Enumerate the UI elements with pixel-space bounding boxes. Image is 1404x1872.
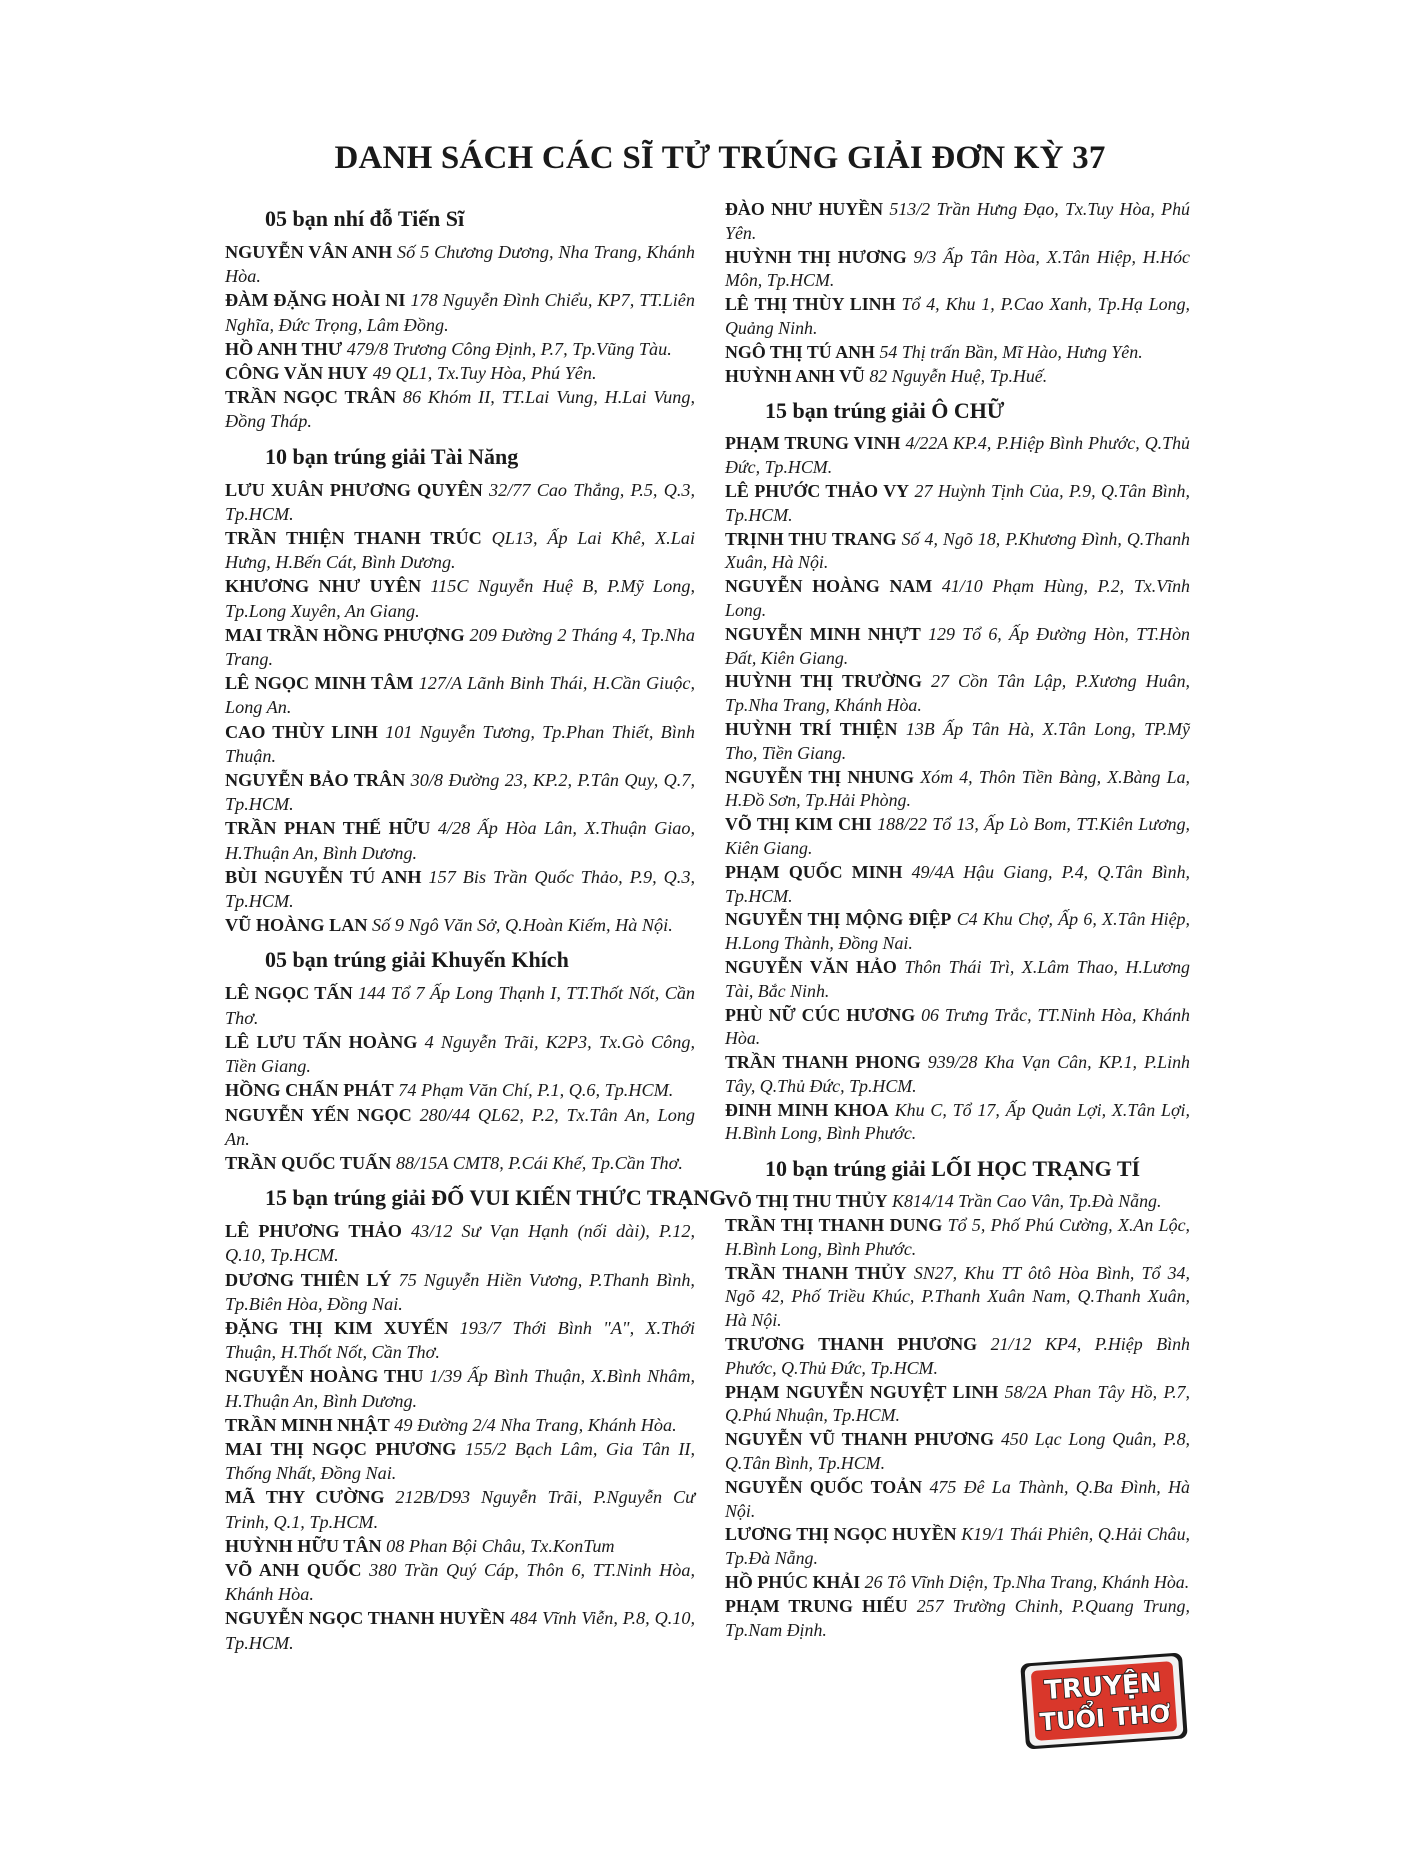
winner-entry: [225, 288, 695, 336]
section-heading: 15 bạn trúng giải Ô CHỮ: [765, 398, 1005, 424]
winner-name: LÊ PHƯƠNG THẢO: [225, 1221, 402, 1242]
winner-name: PHẠM TRUNG VINH: [725, 433, 901, 454]
winner-name: PHẠM QUỐC MINH: [725, 861, 903, 882]
winner-name: MÃ THY CƯỜNG: [225, 1487, 385, 1508]
section-heading: 05 bạn trúng giải Khuyến Khích: [265, 947, 569, 973]
winner-name: MAI THỊ NGỌC PHƯƠNG: [225, 1438, 457, 1459]
winner-entry: [725, 198, 1190, 246]
winner-address: QL13, Ấp Lai Khê, X.Lai Hưng, H.Bến Cát, Bình Dương.: [225, 528, 695, 573]
winner-address: 129 Tổ 6, Ấp Đường Hòn, TT.Hòn Đất, Kiên Giang.: [725, 623, 1190, 668]
winner-entry: [225, 913, 695, 937]
winner-address: 08 Phan Bội Châu, Tx.KonTum: [386, 1535, 615, 1556]
winner-address: 86 Khóm II, TT.Lai Vung, H.Lai Vung, Đồng Tháp.: [225, 387, 696, 432]
winner-address: Số 4, Ngõ 18, P.Khương Đình, Q.Thanh Xuân, Hà Nội.: [725, 528, 1190, 573]
winner-address: 82 Nguyễn Huệ, Tp.Huế.: [869, 365, 1048, 386]
winner-name: VŨ HOÀNG LAN: [225, 915, 368, 936]
winner-name: NGUYỄN HOÀNG NAM: [725, 576, 933, 597]
winner-address: 27 Cồn Tân Lập, P.Xương Huân, Tp.Nha Trang, Khánh Hòa.: [725, 671, 1190, 716]
winner-entry: [725, 813, 1190, 861]
winner-entry: [725, 1190, 1190, 1214]
winner-address: SN27, Khu TT ôtô Hòa Bình, Tổ 34, Ngõ 42, Phố Triều Khúc, P.Thanh Xuân Nam, Q.Thanh Xuân, Hà Nội.: [725, 1262, 1190, 1331]
winner-name: HUỲNH THỊ HƯƠNG: [725, 246, 907, 267]
winner-name: LÊ NGỌC MINH TÂM: [225, 673, 414, 694]
winner-name: NGUYỄN THỊ MỘNG ĐIỆP: [725, 909, 952, 930]
winner-name: CÔNG VĂN HUY: [225, 363, 369, 384]
winner-entry: [725, 908, 1190, 956]
winner-entry: [725, 293, 1190, 341]
winner-entry: [225, 1534, 695, 1558]
winner-address: 54 Thị trấn Bần, Mĩ Hào, Hưng Yên.: [879, 341, 1143, 362]
winner-address: 193/7 Thới Bình "A", X.Thới Thuận, H.Thốt Nốt, Cần Thơ.: [225, 1317, 695, 1363]
winner-entry: [725, 1523, 1190, 1571]
winner-name: NGUYỄN VÂN ANH: [225, 242, 393, 262]
winner-address: 115C Nguyễn Huệ B, P.Mỹ Long, Tp.Long Xuyên, An Giang.: [225, 576, 695, 621]
right-column: [725, 198, 1190, 1642]
winner-address: 450 Lạc Long Quân, P.8, Q.Tân Bình, Tp.HCM.: [725, 1429, 1190, 1474]
winner-entry: [725, 575, 1190, 623]
winner-entry: [225, 1413, 695, 1437]
winner-entry: [725, 1381, 1190, 1429]
winner-name: HUỲNH ANH VŨ: [725, 365, 865, 386]
winner-entry: [225, 1437, 695, 1485]
section-heading: 05 bạn nhí đỗ Tiến Sĩ: [265, 206, 465, 231]
winner-entry: [225, 385, 695, 433]
winner-name: HUỲNH THỊ TRƯỜNG: [725, 671, 922, 692]
winner-address: 479/8 Trương Công Định, P.7, Tp.Vũng Tàu.: [346, 338, 672, 359]
winner-name: NGÔ THỊ TÚ ANH: [725, 341, 875, 362]
winner-address: 101 Nguyễn Tương, Tp.Phan Thiết, Bình Thuận.: [225, 721, 696, 766]
winner-address: 9/3 Ấp Tân Hòa, X.Tân Hiệp, H.Hóc Môn, Tp.HCM.: [725, 246, 1190, 291]
winner-name: HỒ ANH THƯ: [225, 338, 343, 359]
winner-address: 188/22 Tổ 13, Ấp Lò Bom, TT.Kiên Lương, Kiên Giang.: [725, 814, 1190, 858]
winner-name: NGUYỄN YẾN NGỌC: [225, 1104, 412, 1125]
winner-name: TRƯƠNG THANH PHƯƠNG: [725, 1334, 978, 1355]
winner-entry: [725, 766, 1190, 814]
winner-entry: [225, 1103, 695, 1151]
winner-address: 88/15A CMT8, P.Cái Khế, Tp.Cần Thơ.: [395, 1152, 683, 1173]
winner-address: 212B/D93 Nguyễn Trãi, P.Nguyễn Cư Trinh, Q.1, Tp.HCM.: [225, 1487, 695, 1532]
winner-address: Số 9 Ngô Văn Sở, Q.Hoàn Kiếm, Hà Nội.: [372, 915, 673, 936]
winner-name: TRẦN QUỐC TUẤN: [225, 1152, 392, 1173]
section-heading: 15 bạn trúng giải ĐỐ VUI KIẾN THỨC TRẠNG: [265, 1185, 727, 1211]
winner-address: 155/2 Bạch Lâm, Gia Tân II, Thống Nhất, Đồng Nai.: [225, 1438, 695, 1484]
winner-name: KHƯƠNG NHƯ UYÊN: [225, 576, 422, 597]
winner-address: 49/4A Hậu Giang, P.4, Q.Tân Bình, Tp.HCM.: [725, 861, 1191, 906]
winner-name: TRẦN MINH NHẬT: [225, 1414, 390, 1435]
winner-address: 06 Trưng Trắc, TT.Ninh Hòa, Khánh Hòa.: [725, 1004, 1190, 1049]
winner-address: 280/44 QL62, P.2, Tx.Tân An, Long An.: [225, 1104, 696, 1149]
winner-name: VÕ ANH QUỐC: [225, 1559, 362, 1580]
winner-entry: [225, 981, 695, 1029]
winner-entry: [225, 623, 695, 671]
winner-name: LÊ NGỌC TẤN: [225, 983, 353, 1004]
winner-entry: [725, 246, 1190, 294]
winner-entry: [725, 341, 1190, 365]
left-column: [225, 196, 727, 1655]
winner-address: 74 Phạm Văn Chí, P.1, Q.6, Tp.HCM.: [398, 1080, 674, 1101]
section-heading: 10 bạn trúng giải LỐI HỌC TRẠNG TÍ: [765, 1156, 1141, 1182]
winner-entry: [225, 768, 695, 816]
winner-entry: [225, 865, 695, 913]
winner-name: HỒNG CHẤN PHÁT: [225, 1080, 394, 1101]
winner-address: 939/28 Kha Vạn Cân, KP.1, P.Linh Tây, Q.Thủ Đức, Tp.HCM.: [725, 1052, 1190, 1096]
winner-address: 178 Nguyễn Đình Chiểu, KP7, TT.Liên Nghĩa, Đức Trọng, Lâm Đồng.: [225, 290, 695, 335]
winner-entry: [225, 1606, 695, 1654]
winner-entry: [225, 337, 695, 361]
logo-line2: TUỔI THƠ: [1038, 1699, 1172, 1737]
winner-entry: [725, 670, 1190, 718]
winner-name: VÕ THỊ KIM CHI: [725, 814, 872, 835]
winner-entry: [725, 1099, 1190, 1147]
winner-entry: [725, 623, 1190, 671]
winner-name: NGUYỄN MINH NHỰT: [725, 623, 921, 644]
winner-entry: [725, 1262, 1190, 1333]
winner-name: HUỲNH TRÍ THIỆN: [725, 718, 898, 739]
winner-entry: [225, 671, 695, 719]
winner-entry: [725, 718, 1190, 766]
winner-name: HỒ PHÚC KHẢI: [725, 1572, 861, 1593]
winner-entry: [225, 574, 695, 622]
winner-name: VÕ THỊ THU THỦY: [725, 1191, 888, 1212]
winner-entry: [725, 480, 1190, 528]
winner-entry: [725, 1571, 1190, 1595]
winner-name: LÊ LƯU TẤN HOÀNG: [225, 1031, 418, 1052]
winner-entry: [725, 528, 1190, 576]
winner-address: 21/12 KP4, P.Hiệp Bình Phước, Q.Thủ Đức, Tp.HCM.: [725, 1334, 1190, 1378]
winner-name: LÊ PHƯỚC THẢO VY: [725, 480, 910, 501]
winner-address: 257 Trường Chinh, P.Quang Trung, Tp.Nam Định.: [725, 1595, 1190, 1640]
winner-entry: [725, 861, 1190, 909]
winner-name: NGUYỄN VŨ THANH PHƯƠNG: [725, 1429, 995, 1450]
winner-entry: [225, 816, 695, 864]
winner-address: 475 Đê La Thành, Q.Ba Đình, Hà Nội.: [725, 1476, 1190, 1521]
winner-name: TRẦN THANH PHONG: [725, 1052, 921, 1073]
winner-name: TRẦN NGỌC TRÂN: [225, 387, 396, 408]
winner-entry: [225, 240, 695, 288]
winner-name: ĐÀO NHƯ HUYỀN: [725, 199, 884, 219]
winner-entry: [225, 1485, 695, 1533]
winner-address: C4 Khu Chợ, Ấp 6, X.Tân Hiệp, H.Long Thành, Đồng Nai.: [725, 909, 1190, 954]
logo-line1: TRUYỆN: [1043, 1667, 1163, 1707]
winner-name: ĐINH MINH KHOA: [725, 1099, 889, 1120]
winner-entry: [725, 1214, 1190, 1262]
winner-address: 13B Ấp Tân Hà, X.Tân Long, TP.Mỹ Tho, Tiền Giang.: [725, 718, 1190, 763]
winner-entry: [725, 1595, 1190, 1643]
winner-name: PHÙ NỮ CÚC HƯƠNG: [725, 1004, 916, 1025]
winner-address: Số 5 Chương Dương, Nha Trang, Khánh Hòa.: [225, 242, 696, 287]
winner-entry: [225, 1364, 695, 1412]
winner-address: 4 Nguyễn Trãi, K2P3, Tx.Gò Công, Tiền Giang.: [225, 1031, 695, 1077]
winner-name: ĐẶNG THỊ KIM XUYẾN: [225, 1317, 449, 1338]
winner-address: 27 Huỳnh Tịnh Của, P.9, Q.Tân Bình, Tp.HCM.: [725, 480, 1190, 525]
winner-name: PHẠM NGUYỄN NGUYỆT LINH: [725, 1381, 999, 1402]
winner-address: 380 Trần Quý Cáp, Thôn 6, TT.Ninh Hòa, Khánh Hòa.: [225, 1559, 695, 1605]
winner-entry: [725, 956, 1190, 1004]
winner-entry: [225, 1030, 695, 1078]
winner-name: ĐÀM ĐẶNG HOÀI NI: [225, 290, 406, 311]
winner-entry: [225, 1558, 695, 1606]
winner-name: TRẦN THỊ THANH DUNG: [725, 1215, 943, 1236]
winner-entry: [225, 1151, 695, 1175]
winner-entry: [725, 1476, 1190, 1524]
winner-name: HUỲNH HỮU TÂN: [225, 1535, 382, 1556]
winner-name: TRỊNH THU TRANG: [725, 528, 897, 549]
winner-name: TRẦN THANH THỦY: [725, 1262, 907, 1283]
winner-name: LƯU XUÂN PHƯƠNG QUYÊN: [225, 479, 483, 500]
winner-name: NGUYỄN VĂN HẢO: [725, 956, 897, 977]
winner-entry: [725, 365, 1190, 389]
winner-address: 41/10 Phạm Hùng, P.2, Tx.Vĩnh Long.: [725, 576, 1190, 620]
winner-name: TRẦN THIỆN THANH TRÚC: [225, 528, 482, 549]
page-title: DANH SÁCH CÁC SĨ TỬ TRÚNG GIẢI ĐƠN KỲ 37: [334, 140, 1106, 176]
winner-address: 4/28 Ấp Hòa Lân, X.Thuận Giao, H.Thuận An, Bình Dương.: [225, 818, 696, 863]
winner-address: Khu C, Tổ 17, Ấp Quản Lợi, X.Tân Lợi, H.Bình Long, Bình Phước.: [725, 1099, 1190, 1144]
winner-name: NGUYỄN BẢO TRÂN: [225, 770, 406, 791]
winner-address: 157 Bis Trần Quốc Thảo, P.9, Q.3, Tp.HCM.: [225, 866, 695, 912]
winner-address: Xóm 4, Thôn Tiền Bàng, X.Bàng La, H.Đồ Sơn, Tp.Hải Phòng.: [725, 766, 1190, 811]
winner-entry: [225, 478, 695, 526]
winner-name: PHẠM TRUNG HIẾU: [725, 1595, 908, 1616]
winner-address: 32/77 Cao Thắng, P.5, Q.3, Tp.HCM.: [225, 479, 696, 524]
winner-address: Tổ 4, Khu 1, P.Cao Xanh, Tp.Hạ Long, Quảng Ninh.: [725, 294, 1190, 338]
winner-address: 75 Nguyễn Hiền Vương, P.Thanh Bình, Tp.Biên Hòa, Đồng Nai.: [225, 1269, 695, 1314]
winner-entry: [225, 1316, 695, 1364]
winner-address: 513/2 Trần Hưng Đạo, Tx.Tuy Hòa, Phú Yên.: [725, 199, 1190, 243]
winner-address: Tổ 5, Phố Phú Cường, X.An Lộc, H.Bình Long, Bình Phước.: [725, 1215, 1190, 1259]
winner-address: 144 Tổ 7 Ấp Long Thạnh I, TT.Thốt Nốt, Cần Thơ.: [225, 983, 696, 1028]
winner-address: 127/A Lãnh Binh Thái, H.Cần Giuộc, Long An.: [225, 673, 696, 718]
winner-entry: [225, 1219, 695, 1267]
winner-address: 209 Đường 2 Tháng 4, Tp.Nha Trang.: [225, 624, 695, 670]
winner-address: K19/1 Thái Phiên, Q.Hải Châu, Tp.Đà Nẵng.: [725, 1524, 1190, 1569]
winner-address: 26 Tô Vĩnh Diện, Tp.Nha Trang, Khánh Hòa.: [864, 1572, 1190, 1593]
winner-entry: [225, 720, 695, 768]
winner-address: K814/14 Trần Cao Vân, Tp.Đà Nẵng.: [892, 1191, 1162, 1212]
winner-address: 484 Vĩnh Viễn, P.8, Q.10, Tp.HCM.: [225, 1608, 695, 1653]
winner-name: LƯƠNG THỊ NGỌC HUYỀN: [725, 1524, 957, 1545]
winner-address: 49 Đường 2/4 Nha Trang, Khánh Hòa.: [394, 1414, 677, 1435]
winner-name: NGUYỄN THỊ NHUNG: [725, 766, 915, 787]
winner-entry: [725, 432, 1190, 480]
winner-name: DƯƠNG THIÊN LÝ: [225, 1269, 392, 1290]
winner-address: 4/22A KP.4, P.Hiệp Bình Phước, Q.Thủ Đức, Tp.HCM.: [725, 433, 1190, 478]
winner-entry: [725, 1051, 1190, 1099]
winner-entry: [225, 526, 695, 574]
winner-name: MAI TRẦN HỒNG PHƯỢNG: [225, 624, 465, 645]
winner-address: 49 QL1, Tx.Tuy Hòa, Phú Yên.: [372, 363, 597, 384]
winner-address: 1/39 Ấp Bình Thuận, X.Bình Nhâm, H.Thuận An, Bình Dương.: [225, 1366, 696, 1411]
winner-name: CAO THÙY LINH: [225, 721, 378, 742]
winner-address: Thôn Thái Trì, X.Lâm Thao, H.Lương Tài, Bắc Ninh.: [725, 956, 1190, 1001]
winner-name: NGUYỄN HOÀNG THU: [225, 1366, 424, 1387]
winner-entry: [225, 1078, 695, 1102]
winner-address: 30/8 Đường 23, KP.2, P.Tân Quy, Q.7, Tp.HCM.: [225, 770, 695, 815]
winner-name: LÊ THỊ THÙY LINH: [725, 294, 896, 315]
winner-entry: [225, 361, 695, 385]
winner-address: 43/12 Sư Vạn Hạnh (nối dài), P.12, Q.10, Tp.HCM.: [225, 1221, 696, 1266]
winner-entry: [225, 1268, 695, 1316]
winner-name: TRẦN PHAN THẾ HỮU: [225, 818, 431, 839]
section-heading: 10 bạn trúng giải Tài Năng: [265, 443, 519, 469]
winner-entry: [725, 1333, 1190, 1381]
winner-name: BÙI NGUYỄN TÚ ANH: [225, 866, 422, 887]
truyen-tuoi-tho-logo: [1015, 1648, 1193, 1754]
winner-entry: [725, 1428, 1190, 1476]
winner-entry: [725, 1004, 1190, 1052]
winner-address: 58/2A Phan Tây Hồ, P.7, Q.Phú Nhuận, Tp.HCM.: [725, 1381, 1190, 1426]
winner-name: NGUYỄN NGỌC THANH HUYỀN: [225, 1608, 506, 1629]
winner-name: NGUYỄN QUỐC TOẢN: [725, 1476, 923, 1497]
